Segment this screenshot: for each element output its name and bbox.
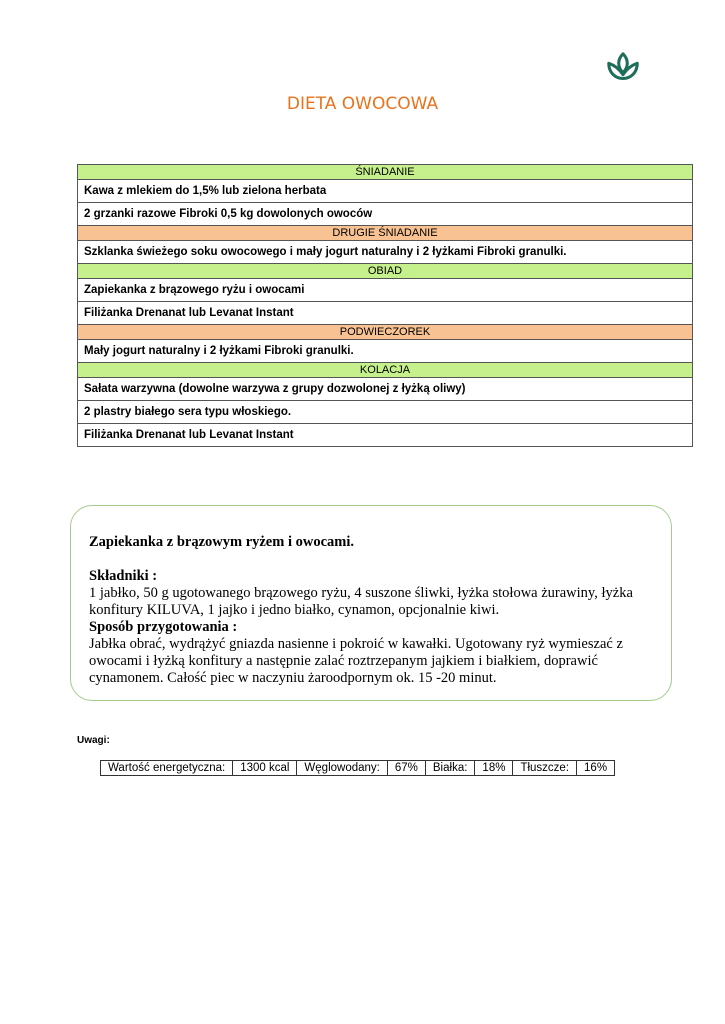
nutrition-label: Wartość energetyczna:	[101, 761, 233, 776]
meal-item: Mały jogurt naturalny i 2 łyżkami Fibroki granulki.	[78, 340, 693, 363]
meal-item-row	[78, 180, 693, 203]
ingredients-text: 1 jabłko, 50 g ugotowanego brązowego ryżu, 4 suszone śliwki, łyżka stołowa żurawiny, łyżka konfitury KILUVA, 1 jajko i jedno białko, cynamon, opcjonalnie kiwi.	[89, 585, 633, 618]
meal-header-row	[78, 363, 693, 378]
meal-item-row	[78, 424, 693, 447]
meal-item: Filiżanka Drenanat lub Levanat Instant	[78, 424, 693, 447]
meal-item-row	[78, 279, 693, 302]
nutrition-value: 1300 kcal	[233, 761, 297, 776]
nutrition-value: 67%	[387, 761, 425, 776]
meal-plan-table	[77, 164, 693, 447]
meal-item: Szklanka świeżego soku owocowego i mały jogurt naturalny i 2 łyżkami Fibroki granulki.	[78, 241, 693, 264]
meal-item: Kawa z mlekiem do 1,5% lub zielona herbata	[78, 180, 693, 203]
preparation-label: Sposób przygotowania :	[89, 619, 238, 635]
nutrition-label: Białka:	[425, 761, 475, 776]
meal-item: Zapiekanka z brązowego ryżu i owocami	[78, 279, 693, 302]
meal-header-row	[78, 325, 693, 340]
meal-item: Sałata warzywna (dowolne warzywa z grupy dozwolonej z łyżką oliwy)	[78, 378, 693, 401]
meal-item-row	[78, 203, 693, 226]
meal-item-row	[78, 401, 693, 424]
page-title: DIETA OWOCOWA	[286, 94, 439, 114]
meal-item: Filiżanka Drenanat lub Levanat Instant	[78, 302, 693, 325]
meal-item-row	[78, 378, 693, 401]
meal-header: OBIAD	[78, 264, 693, 279]
meal-header-row	[78, 264, 693, 279]
nutrition-label: Węglowodany:	[297, 761, 387, 776]
recipe-title: Zapiekanka z brązowym ryżem i owocami.	[89, 534, 354, 550]
lotus-leaf-icon	[604, 50, 642, 88]
meal-header: KOLACJA	[78, 363, 693, 378]
meal-header-row	[78, 165, 693, 180]
meal-header: PODWIECZOREK	[78, 325, 693, 340]
meal-item-row	[78, 241, 693, 264]
meal-item-row	[78, 340, 693, 363]
meal-item: 2 plastry białego sera typu włoskiego.	[78, 401, 693, 424]
meal-header-row	[78, 226, 693, 241]
notes-label: Uwagi:	[77, 735, 110, 746]
preparation-text: Jabłka obrać, wydrążyć gniazda nasienne i pokroić w kawałki. Ugotowany ryż wymieszać z owocami i łyżką konfitury a następnie zalać roztrzepanym jajkiem i białkiem, doprawić cynamonem. Całość piec w naczyniu żaroodpornym ok. 15 -20 minut.	[89, 636, 623, 686]
nutrition-value: 16%	[577, 761, 615, 776]
meal-header: ŚNIADANIE	[78, 165, 693, 180]
nutrition-table	[100, 760, 615, 776]
nutrition-value: 18%	[475, 761, 513, 776]
meal-item-row	[78, 302, 693, 325]
nutrition-label: Tłuszcze:	[513, 761, 577, 776]
recipe-box	[70, 505, 672, 701]
meal-item: 2 grzanki razowe Fibroki 0,5 kg dowolonych owoców	[78, 203, 693, 226]
meal-header: DRUGIE ŚNIADANIE	[78, 226, 693, 241]
ingredients-label: Składniki :	[89, 568, 158, 584]
